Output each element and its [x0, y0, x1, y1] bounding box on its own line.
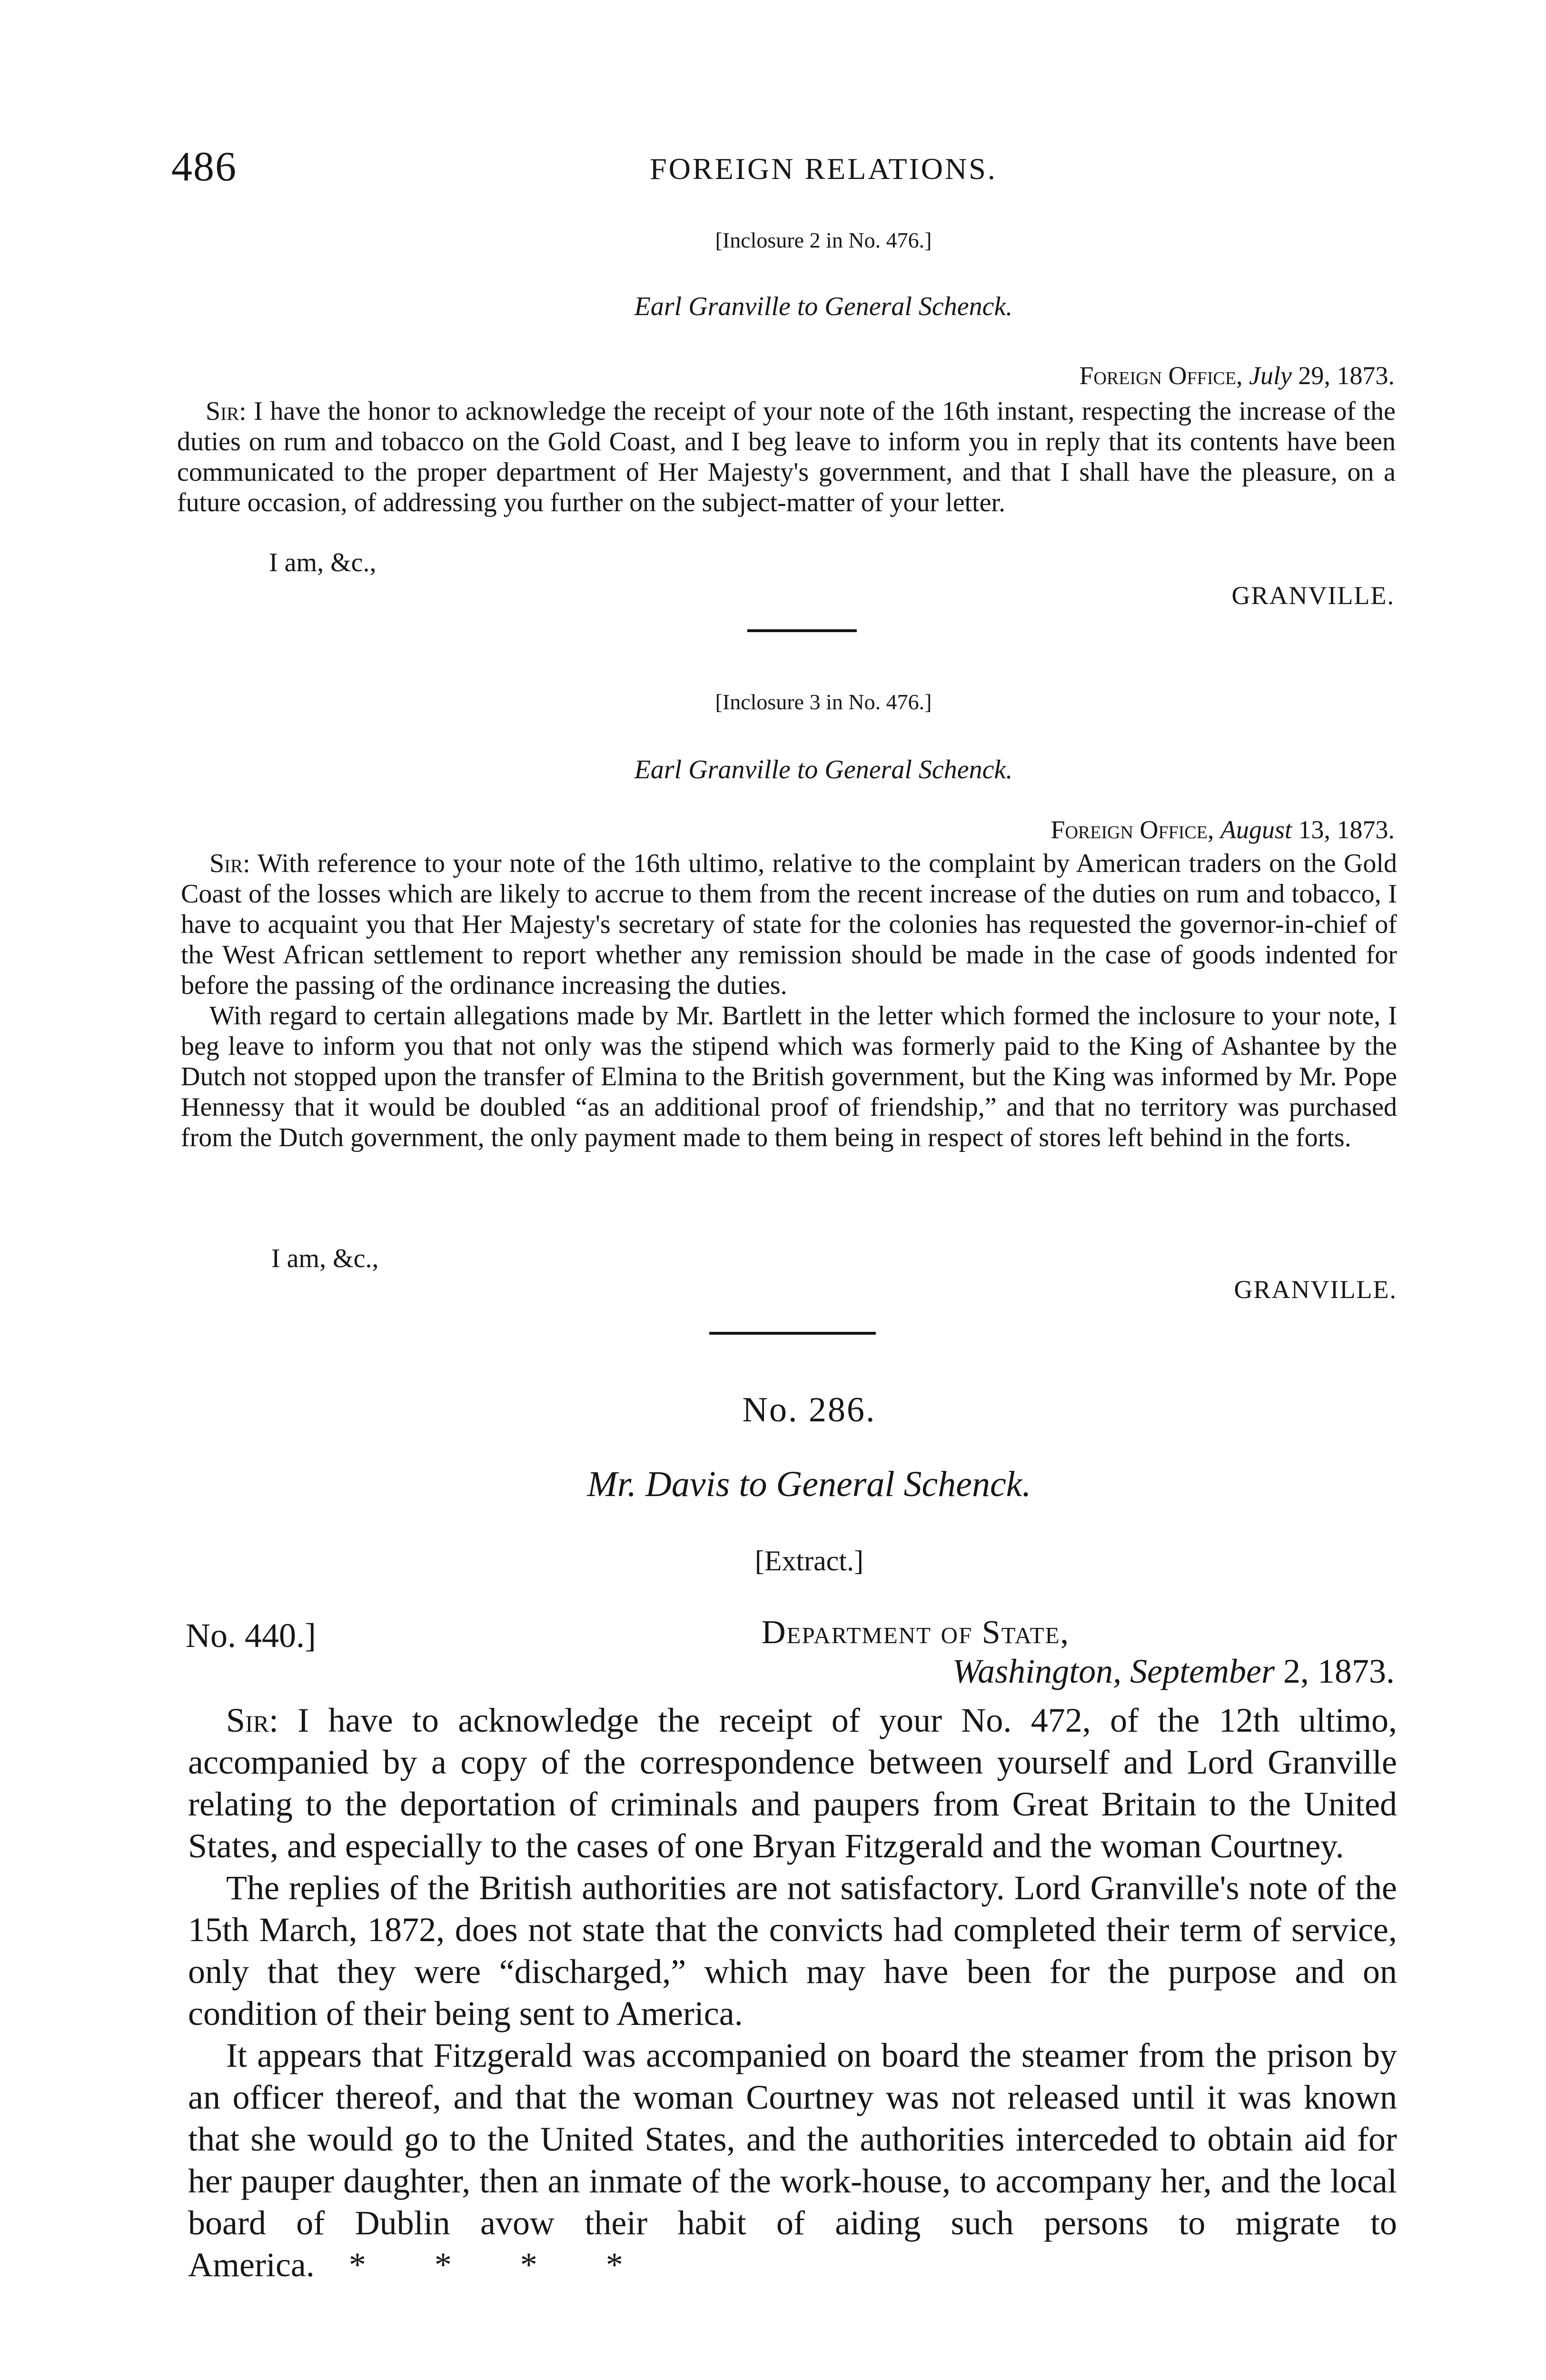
- enclosure-3-title: Earl Granville to General Schenck.: [634, 755, 1013, 784]
- document-dateline: [809, 1652, 1395, 1691]
- dateline-place: Foreign Office,: [1050, 815, 1214, 844]
- reference-number: No. 440.]: [186, 1616, 316, 1655]
- dateline-month: August: [1220, 815, 1292, 844]
- salutation: Sir: [206, 397, 239, 426]
- ellipsis-asterisks: * * * *: [348, 2246, 623, 2284]
- section-divider: [709, 1332, 876, 1335]
- dateline-month: July: [1249, 361, 1292, 390]
- paragraph: It appears that Fitzgerald was accompanied on board the steamer from the prison by an officer thereof, and that the woman Courtney was not released until it was known that she would go to the United States, and the authorities interceded to obtain aid for her pauper daughter, then an inmate of the work-house, to accompany her, and the local board of Dublin avow their habit of aiding such persons to migrate to America. * * * *: [188, 2036, 1397, 2284]
- paragraph: Sir: I have the honor to acknowledge the receipt of your note of the 16th instant, respecting the increase of the duties on rum and tobacco on the Gold Coast, and I beg leave to inform you in reply that its contents have been communicated to the proper department of Her Majesty's government, and that I shall have the pleasure, on a future occasion, of addressing you further on the subject-matter of your letter.: [177, 397, 1396, 517]
- department-heading: Department of State,: [762, 1614, 1070, 1651]
- enclosure-2-body: [177, 396, 1396, 518]
- running-title: FOREIGN RELATIONS.: [650, 152, 997, 186]
- document-body: [188, 1699, 1397, 2286]
- extract-label: [Extract.]: [754, 1545, 864, 1577]
- document-number: No. 286.: [742, 1390, 876, 1429]
- dateline-rest: 13, 1873.: [1298, 815, 1395, 844]
- enclosure-2-title: Earl Granville to General Schenck.: [634, 292, 1013, 321]
- enclosure-2-signature: GRANVILLE.: [1231, 581, 1395, 610]
- page-number: 486: [171, 144, 237, 190]
- enclosure-2-dateline: [666, 361, 1395, 390]
- dateline-rest: 29, 1873.: [1298, 361, 1395, 390]
- enclosure-3-closing: I am, &c.,: [271, 1244, 379, 1273]
- enclosure-3-body: [181, 848, 1397, 1153]
- dateline-place: Washington,: [952, 1652, 1122, 1690]
- enclosure-2-closing: I am, &c.,: [269, 548, 377, 577]
- salutation: Sir: [226, 1701, 269, 1739]
- document-title: Mr. Davis to General Schenck.: [587, 1464, 1031, 1504]
- paragraph: The replies of the British authorities are not satisfactory. Lord Granville's note of the 15th March, 1872, does not state that the convicts had completed their term of service, only that they were “discharged,” which may have been for the purpose and on condition of their being sent to America.: [188, 1869, 1397, 2033]
- section-divider: [747, 629, 857, 632]
- salutation: Sir: [209, 849, 243, 878]
- enclosure-3-dateline: [666, 815, 1395, 844]
- paragraph: Sir: I have to acknowledge the receipt of your No. 472, of the 12th ultimo, accompanied by a copy of the correspondence between yourself and Lord Granville relating to the deportation of criminals and paupers from Great Britain to the United States, and especially to the cases of one Bryan Fitzgerald and the woman Courtney.: [188, 1701, 1397, 1865]
- enclosure-2-label: [Inclosure 2 in No. 476.]: [715, 228, 932, 252]
- dateline-place: Foreign Office,: [1079, 361, 1243, 390]
- enclosure-3-label: [Inclosure 3 in No. 476.]: [715, 690, 932, 714]
- paragraph: Sir: With reference to your note of the 16th ultimo, relative to the complaint by American traders on the Gold Coast of the losses which are likely to accrue to them from the recent increase of the duties on rum and tobacco, I have to acquaint you that Her Majesty's secretary of state for the colonies has requested the governor-in-chief of the West African settlement to report whether any remission should be made in the case of goods indented for before the passing of the ordinance increasing the duties.: [181, 849, 1397, 1000]
- dateline-month: September: [1130, 1652, 1275, 1690]
- dateline-rest: 2, 1873.: [1283, 1652, 1395, 1690]
- paragraph: With regard to certain allegations made by Mr. Bartlett in the letter which formed the inclosure to your note, I beg leave to inform you that not only was the stipend which was formerly paid to the King of Ashantee by the Dutch not stopped upon the transfer of Elmina to the British government, but the King was informed by Mr. Pope Hennessy that it would be doubled “as an additional proof of friendship,” and that no territory was purchased from the Dutch government, the only payment made to them being in respect of stores left behind in the forts.: [181, 1001, 1397, 1152]
- enclosure-3-signature: GRANVILLE.: [1234, 1275, 1397, 1304]
